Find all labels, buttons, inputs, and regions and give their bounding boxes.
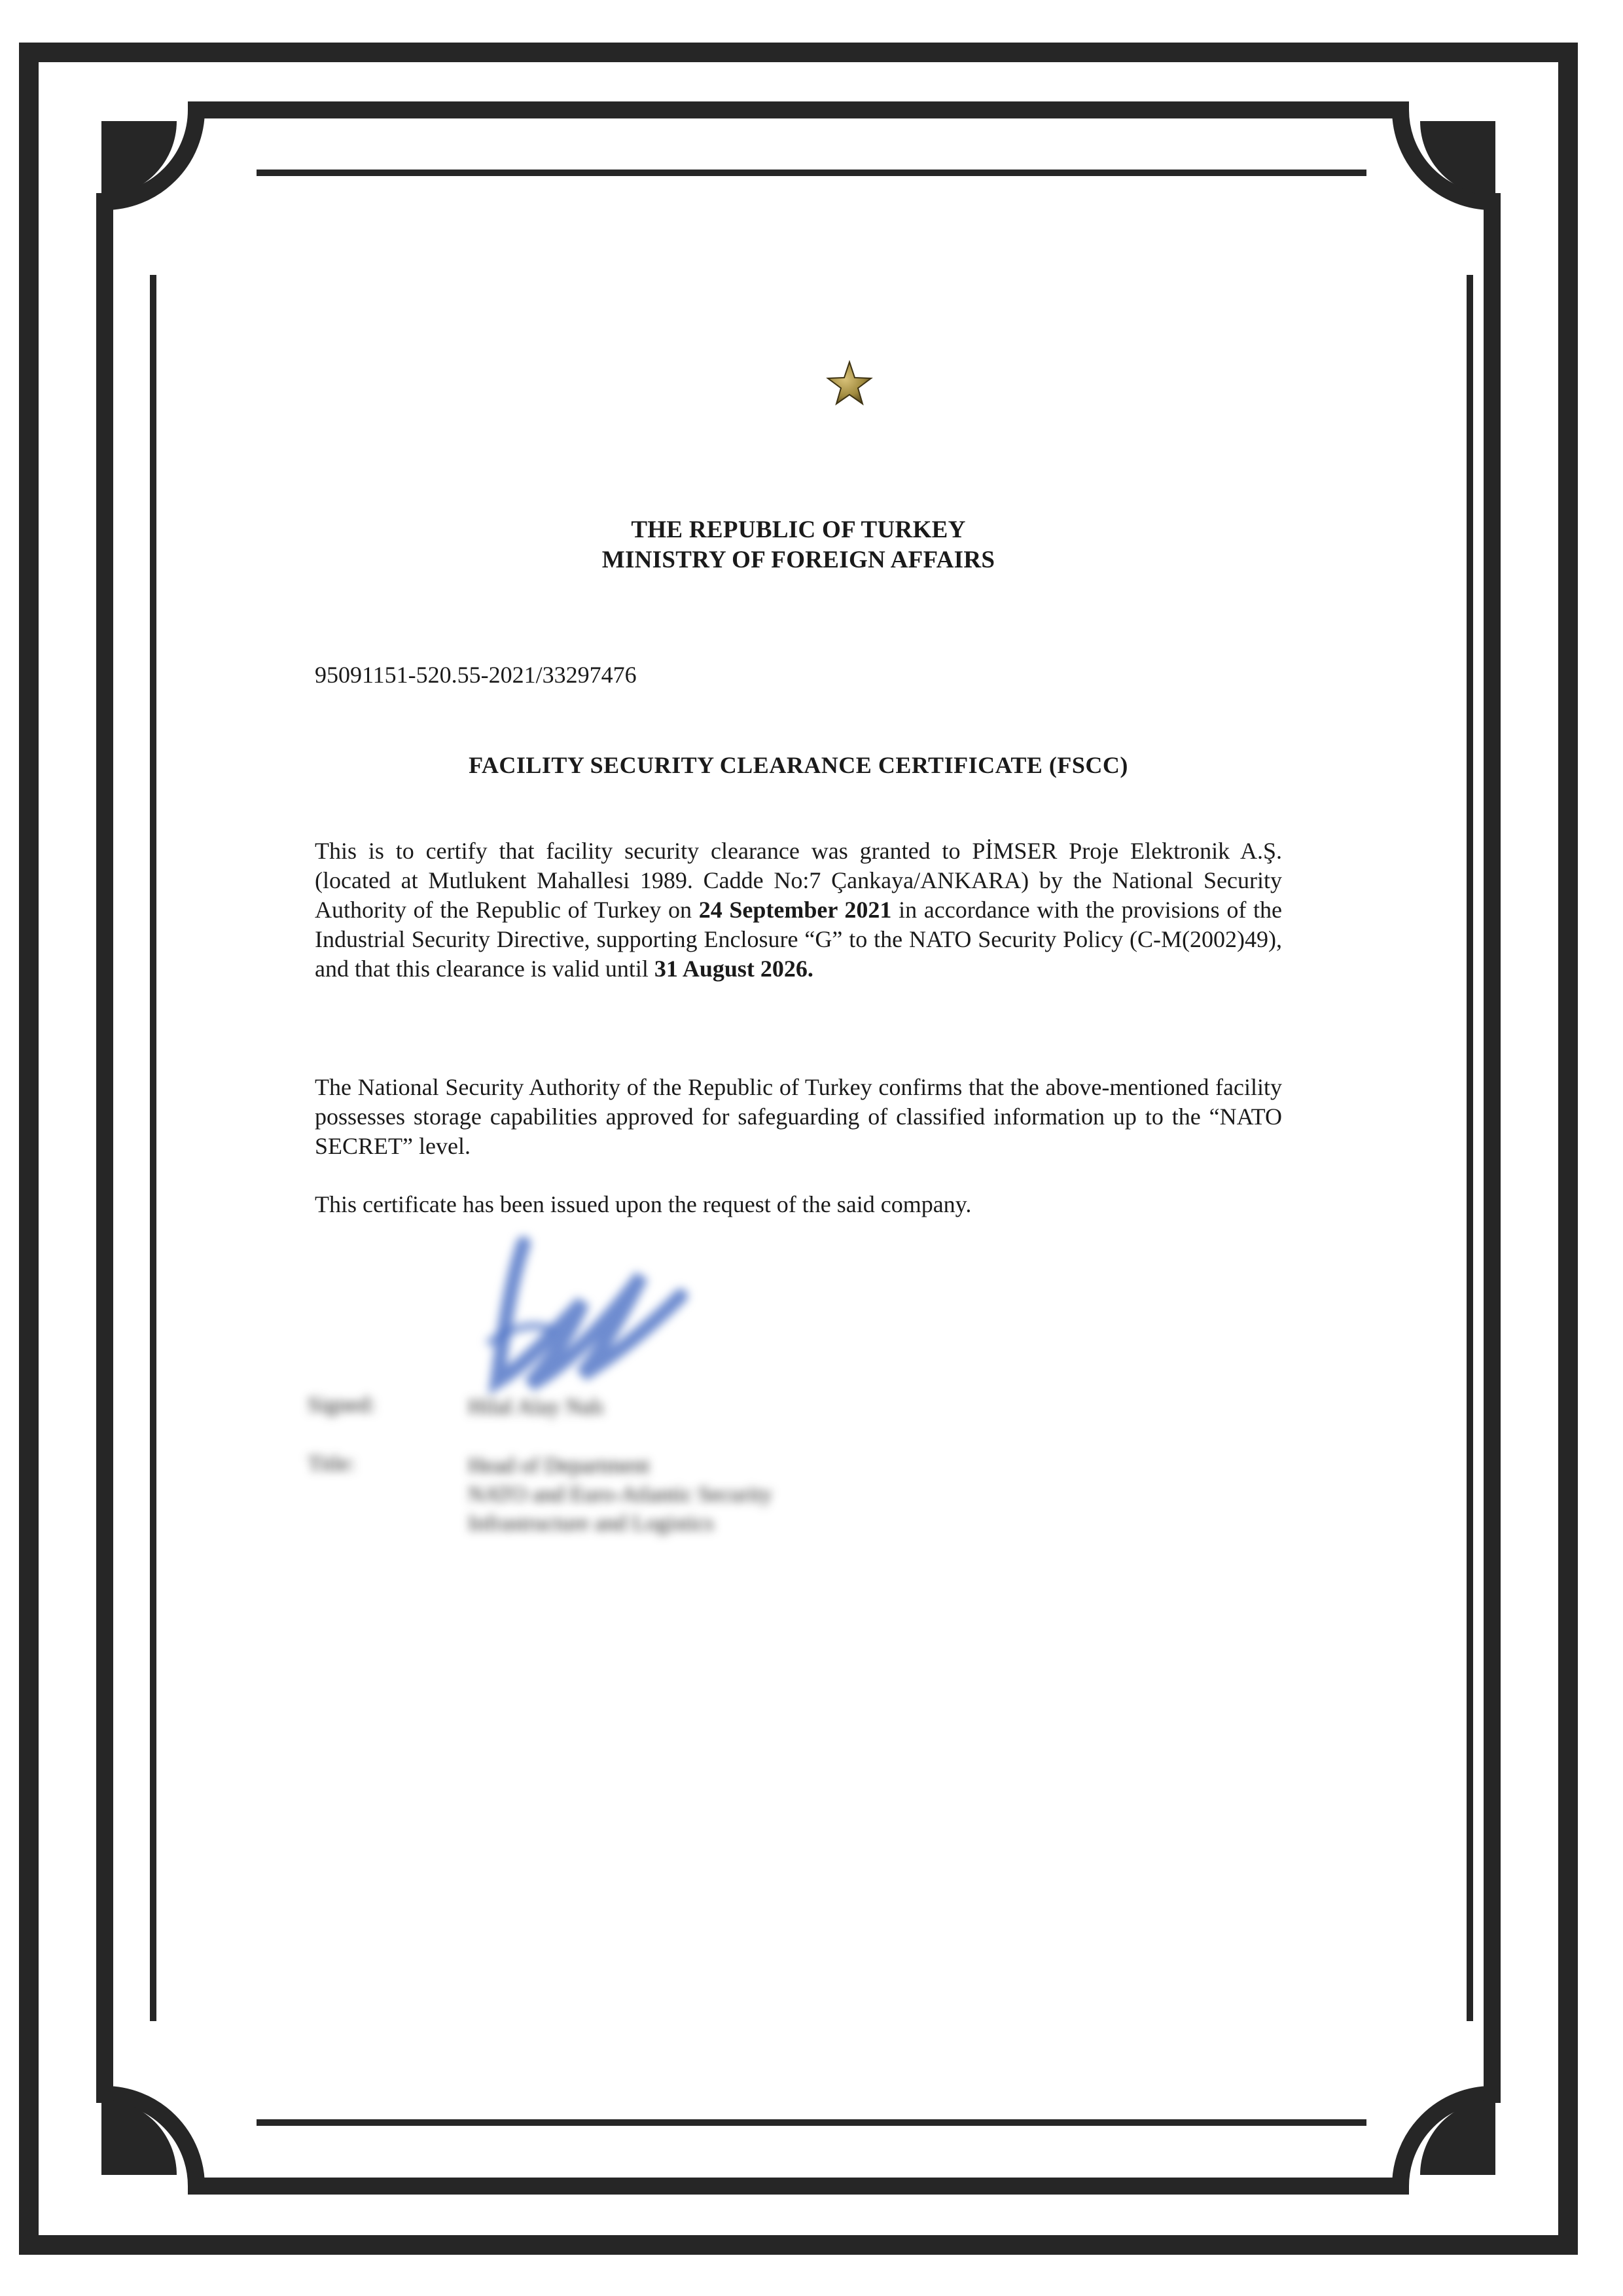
date-granted: 24 September 2021 [698,897,892,923]
title-label: Title: [308,1452,355,1476]
signatory-title-line3: Infrastructure and Logistics [468,1511,714,1535]
signatory-title-line1: Head of Department [468,1454,650,1478]
reference-number: 95091151-520.55-2021/33297476 [315,662,637,688]
signatory-name: Hilal Alay Nalı [468,1395,604,1419]
signed-label: Signed: [308,1393,376,1417]
crescent-and-star-icon [740,326,883,450]
storage-capability-paragraph: The National Security Authority of the Republic of Turkey confirms that the above-mentioned facility possesses storage capabilities approved for safeguarding of classified information up to the “NATO SECRET” level. [315,1074,1282,1159]
header-ministry: MINISTRY OF FOREIGN AFFAIRS [601,547,995,573]
certification-paragraph [315,836,1282,984]
date-valid-until: 31 August 2026. [654,956,813,982]
issuance-paragraph: This certificate has been issued upon the request of the said company. [315,1191,972,1217]
p1-text-a: This is to certify that facility security clearance was granted to PİMSER Proje Elektronik A.Ş. (located at Mutlukent Mahallesi 1989. Cadde No:7 Çankaya/ANKARA) by the National Security Authority of the Republic of Turkey on [315,838,1282,923]
signatory-title-line2: NATO and Euro-Atlantic Security [468,1482,772,1507]
header-republic: THE REPUBLIC OF TURKEY [631,516,966,543]
p1-text-b: in accordance with the provisions of the Industrial Security Directive, supporting Enclosure “G” to the NATO Security Policy (C-M(2002)49), and that this clearance is valid until [315,897,1283,982]
handwritten-signature [471,1230,694,1401]
certificate-title: FACILITY SECURITY CLEARANCE CERTIFICATE (FSCC) [469,752,1128,778]
